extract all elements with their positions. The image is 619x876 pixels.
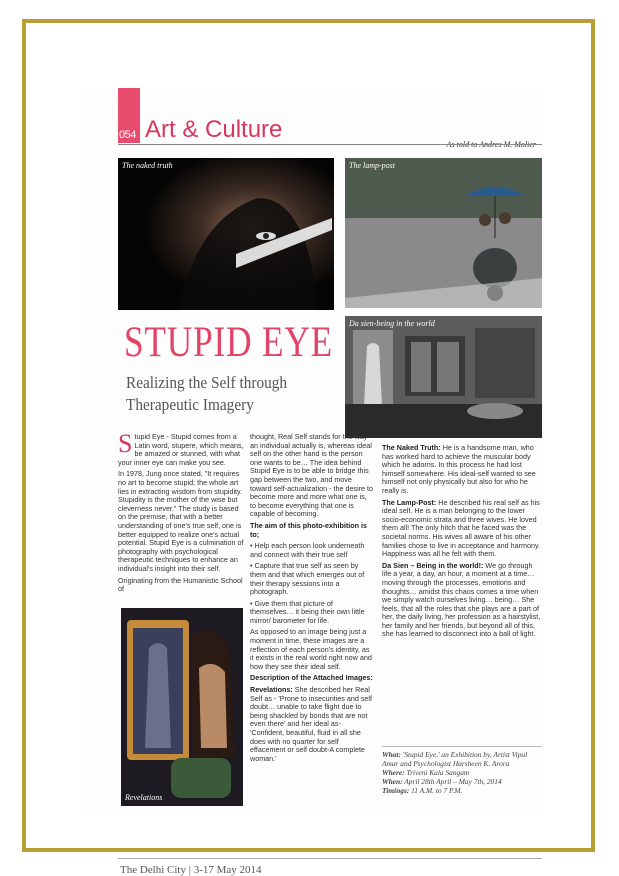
dropcap: S	[118, 429, 133, 458]
section-title: Art & Culture	[145, 116, 283, 143]
col3-lamp-post: The Lamp-Post: He described his real self as his ideal self. He is a man belonging to the lower socio-economic strata and three wives. He loved them all! The only hitch that he faced was the societal norms. His wives all aware of his other families chose to live in acceptance and harmony. Happiness was all he felt with them.	[382, 497, 541, 559]
col2-aim-heading: The aim of this photo-exhibition is to;	[250, 520, 367, 539]
byline: As told to Andres M. Molier	[446, 140, 536, 149]
magazine-page	[82, 88, 544, 876]
event-info-box	[382, 746, 542, 816]
subtitle-line-2: Therapeutic Imagery	[126, 395, 254, 414]
caption-lamp-post: The lamp-post	[349, 161, 395, 170]
info-what: What: 'Stupid Eye,' an Exhibition by, Artist Vipul Amar and Psychologist Harsheen K. Arora	[382, 750, 528, 768]
article-title: STUPID EYE	[124, 319, 333, 366]
photo-lamp-post	[345, 158, 542, 308]
photo-da-sien	[345, 316, 542, 438]
column-3	[382, 444, 542, 642]
lamp-post-image	[345, 158, 542, 308]
photo-naked-truth	[118, 158, 334, 310]
col2-desc-heading: Description of the Attached Images:	[250, 673, 373, 683]
page-number-tab	[118, 88, 140, 143]
article-subtitle	[126, 372, 287, 416]
col3-naked-truth: The Naked Truth: He is a handsome man, who has worked hard to achieve the muscular body which he adorns. In this process he had lost himself somewhere. His ideal-self wanted to see himself not only physically but also for who he really is.	[382, 443, 536, 495]
col1-paragraph-3: Originating from the Humanistic School of	[118, 575, 243, 594]
header-rule	[118, 144, 542, 145]
info-where: Where: Triveni Kala Sangam	[382, 768, 470, 777]
revelations-image	[121, 608, 243, 806]
page-footer: The Delhi City | 3-17 May 2014	[120, 864, 262, 876]
col2-bullet-3: • Give them that picture of themselves… it being their own little mirror/ barometer for life.	[250, 598, 365, 625]
caption-naked-truth: The naked truth	[122, 161, 173, 170]
col2-bullet-2: • Capture that true self as seen by them and that which emerges out of their therapy sessions into a photograph.	[250, 561, 365, 597]
col1-paragraph-2: In 1978, Jung once stated, "It requires no art to become stupid; the whole art lies in extracting wisdom from stupidity. Stupidity is the mother of the wise but cleverness never." The study is based on the premise, that with a better understanding of one's true self, one is better equipped to realize one's actual potential. Stupid Eye is a culmination of photography with psychological therapeutic techniques to enhance an individual's insight into their self.	[118, 469, 244, 573]
column-2	[250, 433, 374, 766]
caption-revelations: Revelations	[125, 793, 163, 802]
da-sien-image	[345, 316, 542, 438]
col2-bullet-1: • Help each person look underneath and connect with their true self	[250, 541, 365, 559]
col2-paragraph-1: thought, Real Self stands for the way an individual actually is, whereas ideal self on the other hand is the person one wants to be… The idea behind Stupid Eye is to be able to bridge this gap between the two, and move toward self-actualization - the desire to become more and more what one is, to become everything that one is capable of becoming.	[250, 432, 374, 519]
column-1	[118, 429, 244, 597]
col2-revelations: Revelations: She described her Real Self as - 'Prone to insecurities and self doubt… unable to take flight due to being shackled by bonds that are not even there' and her ideal as- 'Confident, beautiful, fluid in all she does with no quarter for self effacement or self doubt-A complete woman.'	[250, 685, 373, 763]
col1-paragraph-1: Stupid Eye - Stupid comes from a Latin word, stupere, which means, be amazed or stunned, with what your inner eye can make you see.	[118, 429, 244, 467]
info-timings: Timings: 11 A.M. to 7 P.M.	[382, 786, 463, 795]
col2-paragraph-2: As opposed to an image being just a moment in time, these images are a reflection of each person's identity, as it exists in the real world right now and how they see their ideal self.	[250, 627, 372, 671]
subtitle-line-1: Realizing the Self through	[126, 373, 288, 392]
footer-rule	[118, 858, 542, 859]
caption-da-sien: Da sien-being in the world	[349, 319, 435, 328]
naked-truth-image	[118, 158, 334, 310]
col3-da-sien: Da Sien – Being in the world!: We go through life a year, a day, an hour, a moment at a time… moving through the processes, emotions and thoughts… amidst this chaos comes a time when we simply watch ourselves living… being… She feels, that all the roles that she plays are a part of her, the daily living, her profession as a hairstylist, her family and her friends, but beyond all of this, she has learned to disconnect into a ball of light.	[382, 560, 541, 639]
photo-revelations	[121, 608, 243, 806]
page-number: 054	[119, 129, 136, 141]
info-when: When: April 28th April – May 7th, 2014	[382, 777, 502, 786]
